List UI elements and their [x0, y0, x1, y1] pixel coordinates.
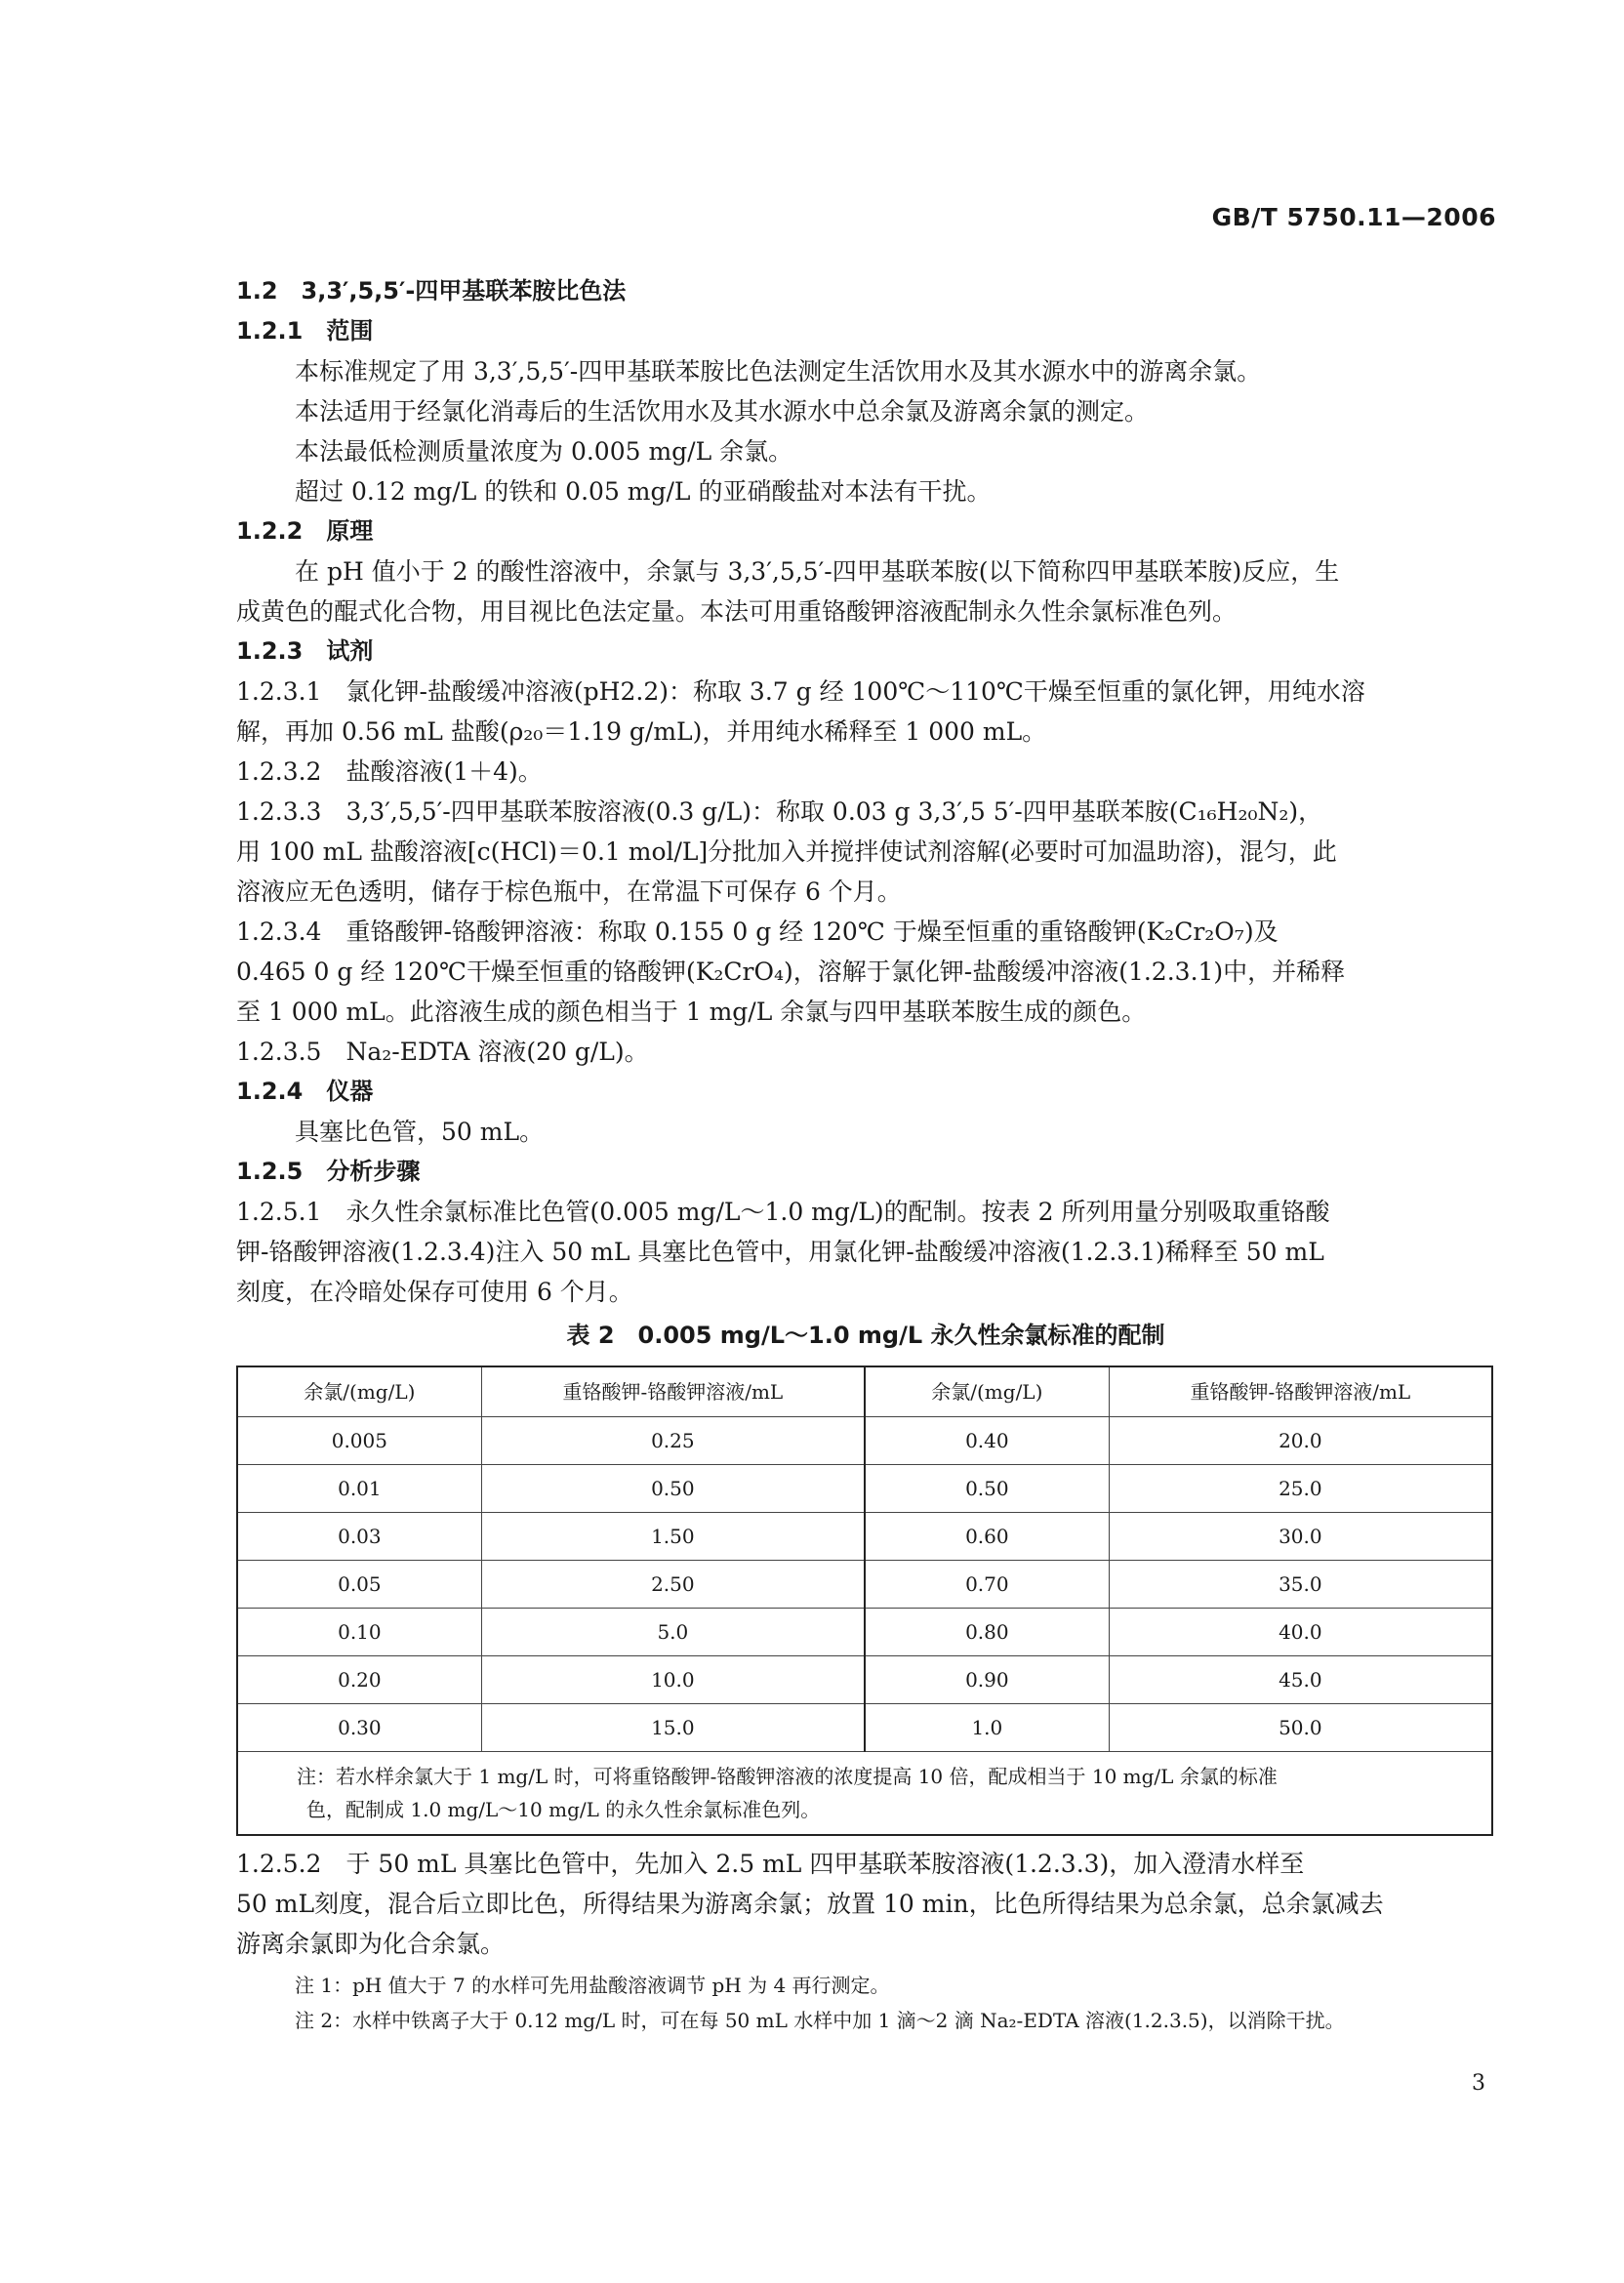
- col-header-solution-1: 重铬酸钾-铬酸钾溶液/mL: [481, 1366, 865, 1417]
- scope-paragraph-3: 本法最低检测质量浓度为 0.005 mg/L 余氯。: [295, 437, 793, 466]
- section-1-2-5-heading: 1.2.5 分析步骤: [236, 1158, 421, 1185]
- table-cell: 40.0: [1109, 1609, 1492, 1656]
- col-header-solution-2: 重铬酸钾-铬酸钾溶液/mL: [1109, 1366, 1492, 1417]
- table-row: [237, 1704, 1492, 1752]
- reagent-5: 1.2.3.5 Na₂-EDTA 溶液(20 g/L)。: [236, 1038, 649, 1066]
- table-cell: 0.25: [481, 1417, 865, 1465]
- table-cell: 0.05: [237, 1561, 481, 1609]
- table-cell: 15.0: [481, 1704, 865, 1752]
- principle-line-2: 成黄色的醌式化合物，用目视比色法定量。本法可用重铬酸钾溶液配制永久性余氯标准色列。: [236, 597, 1238, 626]
- section-1-2-3-heading: 1.2.3 试剂: [236, 637, 374, 665]
- reagent-3-line-3: 溶液应无色透明，储存于棕色瓶中，在常温下可保存 6 个月。: [236, 877, 902, 906]
- table-row: [237, 1656, 1492, 1704]
- table-row: [237, 1465, 1492, 1513]
- standard-code: GB/T 5750.11—2006: [1211, 203, 1496, 231]
- col-header-chlorine-2: 余氯/(mg/L): [865, 1366, 1109, 1417]
- table-cell: 50.0: [1109, 1704, 1492, 1752]
- scope-paragraph-2: 本法适用于经氯化消毒后的生活饮用水及其水源水中总余氯及游离余氯的测定。: [295, 397, 1150, 426]
- table-cell: 0.80: [865, 1609, 1109, 1656]
- table-cell: 0.60: [865, 1513, 1109, 1561]
- section-1-2-heading: 1.2 3,3′,5,5′-四甲基联苯胺比色法: [236, 277, 627, 305]
- reagent-1-line-2: 解，再加 0.56 mL 盐酸(ρ₂₀＝1.19 g/mL)，并用纯水稀释至 1 000 mL。: [236, 717, 1047, 746]
- scope-paragraph-1: 本标准规定了用 3,3′,5,5′-四甲基联苯胺比色法测定生活饮用水及其水源水中的游离余氯。: [295, 357, 1262, 386]
- table-cell: 0.40: [865, 1417, 1109, 1465]
- table-cell: 10.0: [481, 1656, 865, 1704]
- table-cell: 0.50: [481, 1465, 865, 1513]
- table-row: [237, 1417, 1492, 1465]
- table-cell: 0.005: [237, 1417, 481, 1465]
- table-cell: 0.10: [237, 1609, 481, 1656]
- document-body: [236, 271, 1495, 2038]
- table-cell: 0.70: [865, 1561, 1109, 1609]
- procedure-2-line-2: 50 mL刻度，混合后立即比色，所得结果为游离余氯；放置 10 min，比色所得结果为总余氯，总余氯减去: [236, 1890, 1384, 1918]
- standard-preparation-table: [236, 1366, 1493, 1836]
- reagent-3-line-1: 1.2.3.3 3,3′,5,5′-四甲基联苯胺溶液(0.3 g/L)：称取 0.03 g 3,3′,5 5′-四甲基联苯胺(C₁₆H₂₀N₂)，: [236, 797, 1323, 826]
- principle-line-1: 在 pH 值小于 2 的酸性溶液中，余氯与 3,3′,5,5′-四甲基联苯胺(以下简称四甲基联苯胺)反应，生: [295, 557, 1340, 586]
- page-number: 3: [1472, 2071, 1485, 2096]
- table-cell: 0.20: [237, 1656, 481, 1704]
- reagent-2: 1.2.3.2 盐酸溶液(1＋4)。: [236, 757, 543, 786]
- table-note-row: [237, 1752, 1492, 1836]
- table-cell: 1.50: [481, 1513, 865, 1561]
- table-cell: 0.90: [865, 1656, 1109, 1704]
- reagent-4-line-3: 至 1 000 mL。此溶液生成的颜色相当于 1 mg/L 余氯与四甲基联苯胺生成的颜色。: [236, 998, 1147, 1026]
- reagent-4-line-2: 0.465 0 g 经 120℃干燥至恒重的铬酸钾(K₂CrO₄)，溶解于氯化钾-盐酸缓冲溶液(1.2.3.1)中，并稀释: [236, 958, 1346, 986]
- reagent-3-line-2: 用 100 mL 盐酸溶液[c(HCl)＝0.1 mol/L]分批加入并搅拌使试剂溶解(必要时可加温助溶)，混匀，此: [236, 837, 1337, 866]
- col-header-chlorine-1: 余氯/(mg/L): [237, 1366, 481, 1417]
- section-1-2-1-heading: 1.2.1 范围: [236, 317, 374, 345]
- table-row: [237, 1561, 1492, 1609]
- note-1: 注 1：pH 值大于 7 的水样可先用盐酸溶液调节 pH 为 4 再行测定。: [295, 1974, 890, 1997]
- table-cell: 25.0: [1109, 1465, 1492, 1513]
- table-note: [237, 1752, 1492, 1836]
- table-header-row: [237, 1366, 1492, 1417]
- table-cell: 45.0: [1109, 1656, 1492, 1704]
- reagent-1-line-1: 1.2.3.1 氯化钾-盐酸缓冲溶液(pH2.2)：称取 3.7 g 经 100℃～110℃干燥至恒重的氯化钾，用纯水溶: [236, 677, 1365, 706]
- note-2: 注 2：水样中铁离子大于 0.12 mg/L 时，可在每 50 mL 水样中加 1 滴～2 滴 Na₂-EDTA 溶液(1.2.3.5)，以消除干扰。: [295, 2009, 1345, 2032]
- table-cell: 0.03: [237, 1513, 481, 1561]
- table-row: [237, 1513, 1492, 1561]
- reagent-4-line-1: 1.2.3.4 重铬酸钾-铬酸钾溶液：称取 0.155 0 g 经 120℃ 于燥至恒重的重铬酸钾(K₂Cr₂O₇)及: [236, 917, 1279, 946]
- procedure-1-line-3: 刻度，在冷暗处保存可使用 6 个月。: [236, 1278, 633, 1306]
- table-cell: 0.30: [237, 1704, 481, 1752]
- table-cell: 2.50: [481, 1561, 865, 1609]
- apparatus-text: 具塞比色管，50 mL。: [295, 1118, 545, 1146]
- scope-paragraph-4: 超过 0.12 mg/L 的铁和 0.05 mg/L 的亚硝酸盐对本法有干扰。: [295, 477, 992, 506]
- section-1-2-2-heading: 1.2.2 原理: [236, 517, 374, 545]
- table-cell: 5.0: [481, 1609, 865, 1656]
- table-note-line-2: 色，配制成 1.0 mg/L～10 mg/L 的永久性余氯标准色列。: [306, 1798, 821, 1821]
- procedure-2-line-3: 游离余氯即为化合余氯。: [236, 1930, 506, 1958]
- section-1-2-4-heading: 1.2.4 仪器: [236, 1078, 374, 1105]
- table-cell: 0.50: [865, 1465, 1109, 1513]
- table-cell: 0.01: [237, 1465, 481, 1513]
- table-caption: 表 2 0.005 mg/L～1.0 mg/L 永久性余氯标准的配制: [566, 1322, 1165, 1349]
- procedure-1-line-2: 钾-铬酸钾溶液(1.2.3.4)注入 50 mL 具塞比色管中，用氯化钾-盐酸缓冲溶液(1.2.3.1)稀释至 50 mL: [236, 1238, 1324, 1266]
- table-note-line-1: 注：若水样余氯大于 1 mg/L 时，可将重铬酸钾-铬酸钾溶液的浓度提高 10 倍，配成相当于 10 mg/L 余氯的标准: [297, 1765, 1278, 1788]
- table-cell: 1.0: [865, 1704, 1109, 1752]
- table-cell: 20.0: [1109, 1417, 1492, 1465]
- table-row: [237, 1609, 1492, 1656]
- procedure-1-line-1: 1.2.5.1 永久性余氯标准比色管(0.005 mg/L～1.0 mg/L)的配制。按表 2 所列用量分别吸取重铬酸: [236, 1198, 1330, 1226]
- procedure-2-line-1: 1.2.5.2 于 50 mL 具塞比色管中，先加入 2.5 mL 四甲基联苯胺溶液(1.2.3.3)，加入澄清水样至: [236, 1850, 1305, 1878]
- table-cell: 35.0: [1109, 1561, 1492, 1609]
- table-cell: 30.0: [1109, 1513, 1492, 1561]
